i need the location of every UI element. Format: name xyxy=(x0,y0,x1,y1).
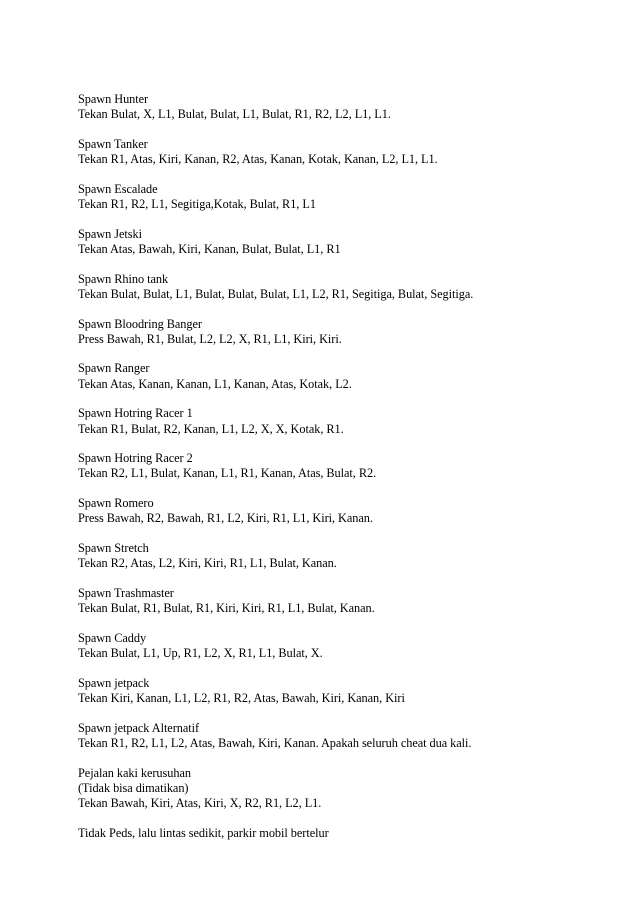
cheat-title: Spawn Romero xyxy=(78,496,154,511)
cheat-entry xyxy=(78,182,618,212)
cheat-code: Tekan Kiri, Kanan, L1, L2, R1, R2, Atas, Bawah, Kiri, Kanan, Kiri xyxy=(78,690,405,705)
cheat-entry xyxy=(78,766,618,812)
cheat-entry xyxy=(78,721,618,751)
cheat-code: Press Bawah, R2, Bawah, R1, L2, Kiri, R1, L1, Kiri, Kanan. xyxy=(78,511,373,526)
cheat-code: Tekan R2, L1, Bulat, Kanan, L1, R1, Kanan, Atas, Bulat, R2. xyxy=(78,466,377,481)
cheat-code: Tekan R2, Atas, L2, Kiri, Kiri, R1, L1, Bulat, Kanan. xyxy=(78,556,337,571)
cheat-entry xyxy=(78,451,618,481)
cheat-title: Spawn Stretch xyxy=(78,541,149,556)
cheat-code: Tekan Bawah, Kiri, Atas, Kiri, X, R2, R1, L2, L1. xyxy=(78,796,322,810)
cheat-title: Spawn jetpack xyxy=(78,675,150,690)
cheat-title: Spawn Tanker xyxy=(78,136,148,151)
cheat-entry xyxy=(78,317,618,347)
cheat-entry xyxy=(78,676,618,706)
cheat-title: Spawn jetpack Alternatif xyxy=(78,720,200,735)
cheat-code: Tekan R1, Bulat, R2, Kanan, L1, L2, X, X, Kotak, R1. xyxy=(78,421,344,436)
cheat-code: Tekan R1, Atas, Kiri, Kanan, R2, Atas, Kanan, Kotak, Kanan, L2, L1, L1. xyxy=(78,152,438,167)
cheat-code: Tekan R1, R2, L1, L2, Atas, Bawah, Kiri, Kanan. Apakah seluruh cheat dua kali. xyxy=(78,735,472,750)
cheat-note: (Tidak bisa dimatikan) xyxy=(78,780,189,795)
document-page xyxy=(78,92,618,855)
cheat-title: Spawn Hunter xyxy=(78,92,149,106)
cheat-entry xyxy=(78,92,618,122)
cheat-code: Tekan Atas, Kanan, Kanan, L1, Kanan, Atas, Kotak, L2. xyxy=(78,376,352,391)
cheat-title: Tidak Peds, lalu lintas sedikit, parkir mobil bertelur xyxy=(78,825,329,840)
cheat-entry xyxy=(78,227,618,257)
cheat-code: Tekan Atas, Bawah, Kiri, Kanan, Bulat, Bulat, L1, R1 xyxy=(78,241,341,256)
cheat-code: Tekan Bulat, Bulat, L1, Bulat, Bulat, Bulat, L1, L2, R1, Segitiga, Bulat, Segitiga. xyxy=(78,286,474,301)
cheat-title: Spawn Hotring Racer 1 xyxy=(78,406,193,421)
cheat-code: Tekan Bulat, X, L1, Bulat, Bulat, L1, Bulat, R1, R2, L2, L1, L1. xyxy=(78,107,391,122)
cheat-code: Tekan Bulat, R1, Bulat, R1, Kiri, Kiri, R1, L1, Bulat, Kanan. xyxy=(78,601,375,616)
cheat-title: Spawn Caddy xyxy=(78,630,147,645)
cheat-entry xyxy=(78,496,618,526)
cheat-title: Spawn Trashmaster xyxy=(78,585,174,600)
cheat-title: Spawn Escalade xyxy=(78,181,158,196)
cheat-entry xyxy=(78,826,618,841)
cheat-entry xyxy=(78,137,618,167)
cheat-entry xyxy=(78,406,618,436)
cheat-title: Spawn Jetski xyxy=(78,226,142,241)
cheat-entry xyxy=(78,631,618,661)
cheat-title: Spawn Bloodring Banger xyxy=(78,316,202,331)
cheat-code: Press Bawah, R1, Bulat, L2, L2, X, R1, L1, Kiri, Kiri. xyxy=(78,331,342,346)
cheat-code: Tekan Bulat, L1, Up, R1, L2, X, R1, L1, Bulat, X. xyxy=(78,646,323,661)
cheat-entry xyxy=(78,361,618,391)
cheat-title: Spawn Hotring Racer 2 xyxy=(78,451,193,466)
cheat-code: Tekan R1, R2, L1, Segitiga,Kotak, Bulat, R1, L1 xyxy=(78,197,316,212)
cheat-title: Spawn Rhino tank xyxy=(78,271,169,286)
cheat-entry xyxy=(78,541,618,571)
cheat-title: Spawn Ranger xyxy=(78,361,150,376)
cheat-title: Pejalan kaki kerusuhan xyxy=(78,765,191,780)
cheat-entry xyxy=(78,272,618,302)
cheat-entry xyxy=(78,586,618,616)
